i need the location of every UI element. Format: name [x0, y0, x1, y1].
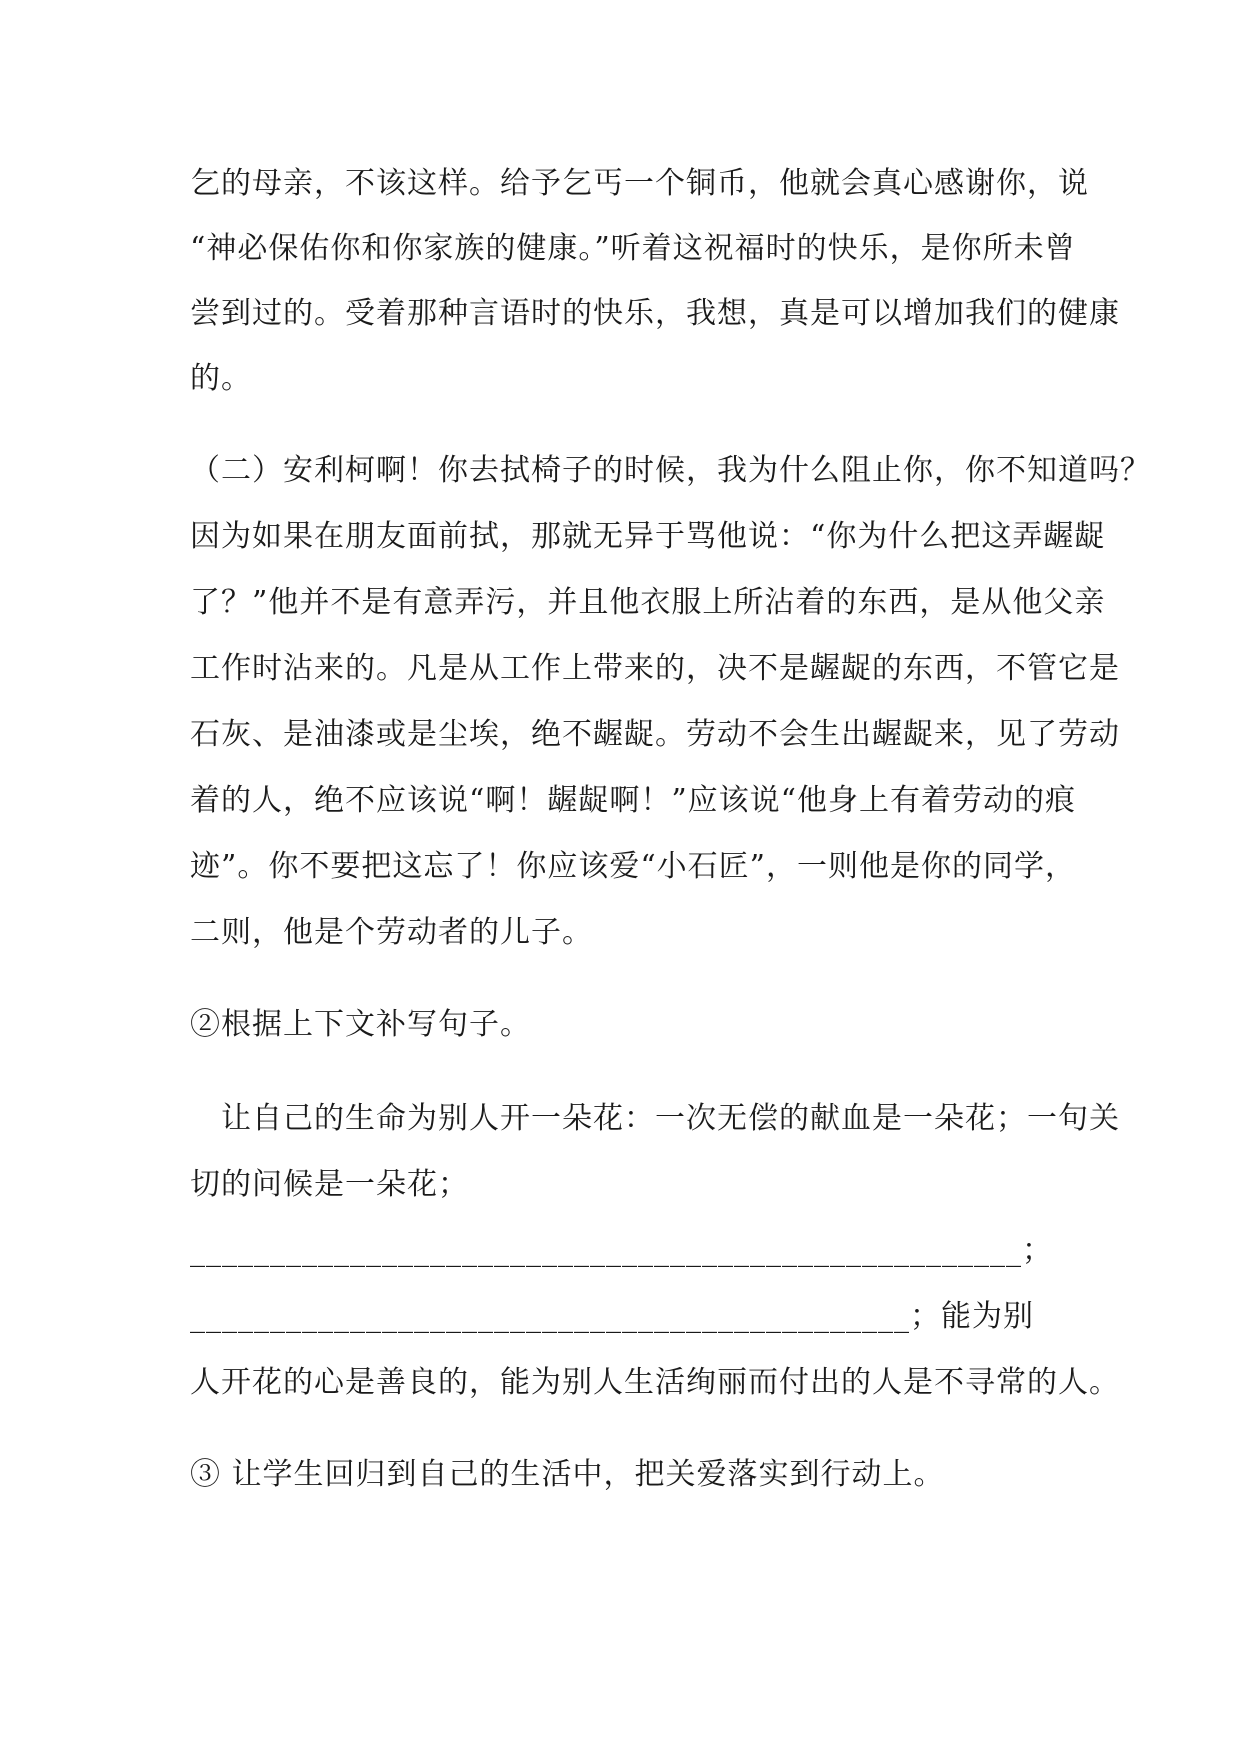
- question-heading: ②根据上下文补写句子。: [190, 1007, 531, 1042]
- paragraph-line: “神必保佑你和你家族的健康。”听着这祝福时的快乐，是你所未曾: [190, 231, 1076, 266]
- paragraph-line: 切的问候是一朵花；: [190, 1167, 469, 1202]
- paragraph-line: 尝到过的。受着那种言语时的快乐，我想，真是可以增加我们的健康: [190, 296, 1120, 331]
- paragraph-line: 的。: [190, 361, 252, 396]
- paragraph-line: 石灰、是油漆或是尘埃，绝不龌龊。劳动不会生出龌龊来，见了劳动: [190, 717, 1120, 752]
- paragraph-line: 二则，他是个劳动者的儿子。: [190, 915, 593, 950]
- answer-blank-line: _____________________________________________；能为别: [190, 1299, 1034, 1334]
- paragraph-line: 了？”他并不是有意弄污，并且他衣服上所沾着的东西，是从他父亲: [190, 585, 1106, 620]
- paragraph-line: 人开花的心是善良的，能为别人生活绚丽而付出的人是不寻常的人。: [190, 1365, 1120, 1400]
- paragraph-line: 让自己的生命为别人开一朵花：一次无偿的献血是一朵花；一句关: [190, 1101, 1120, 1136]
- paragraph-line: 因为如果在朋友面前拭，那就无异于骂他说：“你为什么把这弄龌龊: [190, 519, 1106, 554]
- answer-blank-line: ____________________________________________________；: [190, 1233, 1053, 1268]
- paragraph-line: 迹”。你不要把这忘了！你应该爱“小石匠”，一则他是你的同学，: [190, 849, 1077, 884]
- paragraph-line: 乞的母亲，不该这样。给予乞丐一个铜币，他就会真心感谢你，说: [190, 166, 1089, 201]
- paragraph-line: 工作时沾来的。凡是从工作上带来的，决不是龌龊的东西，不管它是: [190, 651, 1120, 686]
- paragraph-line: 着的人，绝不应该说“啊！龌龊啊！”应该说“他身上有着劳动的痕: [190, 783, 1077, 818]
- paragraph-line: （二）安利柯啊！你去拭椅子的时候，我为什么阻止你，你不知道吗？: [190, 453, 1151, 488]
- question-heading: ③ 让学生回归到自己的生活中，把关爱落实到行动上。: [190, 1457, 945, 1492]
